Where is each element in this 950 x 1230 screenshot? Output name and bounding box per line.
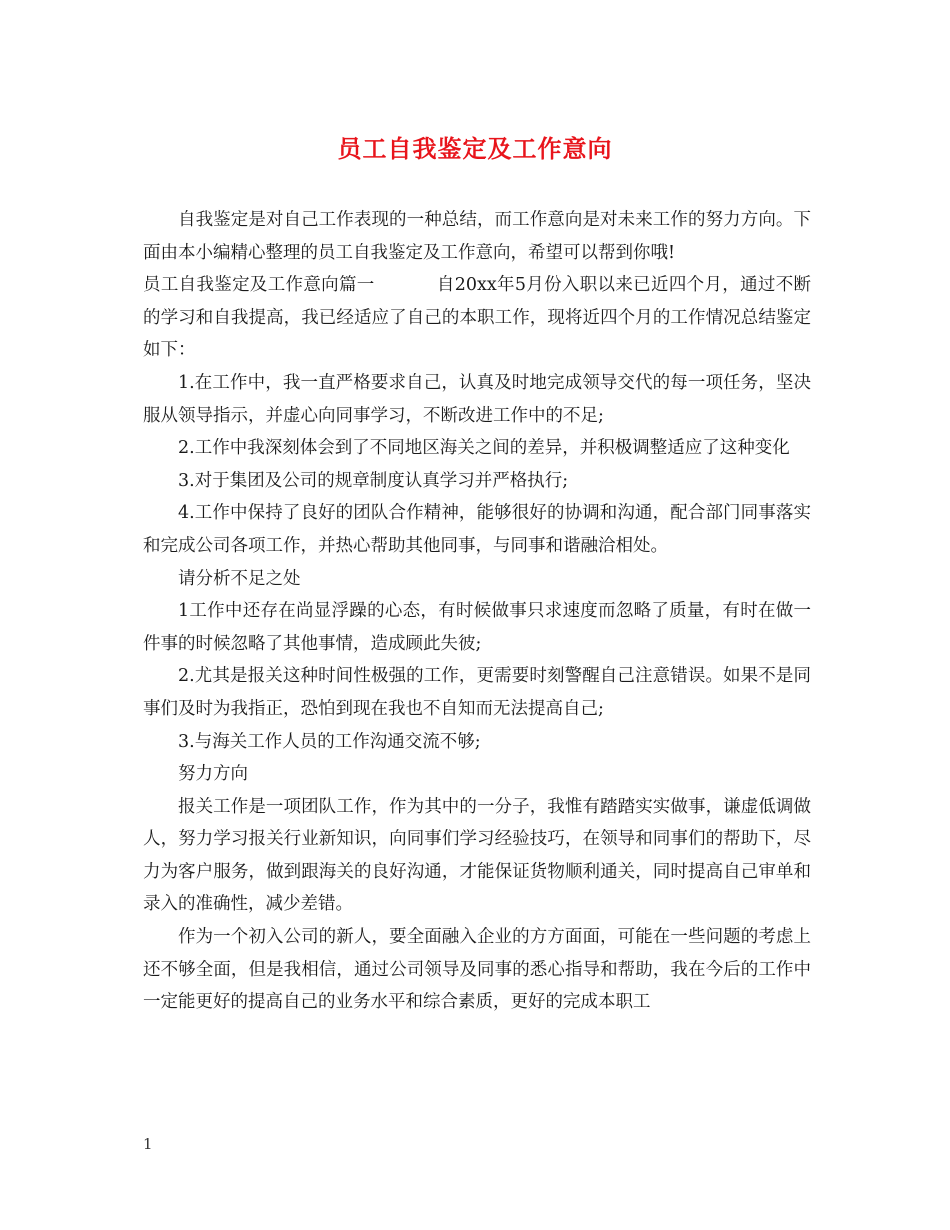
list-item: 1.在工作中，我一直严格要求自己，认真及时地完成领导交代的每一项任务，坚决服从领导指示，并虚心向同事学习，不断改进工作中的不足; [143,372,811,426]
document-body [143,204,811,1019]
direction-heading: 努力方向 [178,764,248,785]
page-title: 员工自我鉴定及工作意向 [337,134,613,163]
page-number: 1 [143,1135,153,1153]
section1-heading: 员工自我鉴定及工作意向篇一 [143,275,375,296]
intro-paragraph: 自我鉴定是对自己工作表现的一种总结，而工作意向是对未来工作的努力方向。下面由本小编精心整理的员工自我鉴定及工作意向，希望可以帮到你哦! [143,210,811,263]
shortfall-item: 3.与海关工作人员的工作沟通交流不够; [178,731,481,752]
shortfall-item: 1工作中还存在尚显浮躁的心态，有时候做事只求速度而忽略了质量，有时在做一件事的时候忽略了其他事情，造成顾此失彼; [143,601,811,654]
list-item: 4.工作中保持了良好的团队合作精神，能够很好的协调和沟通，配合部门同事落实和完成公司各项工作，并热心帮助其他同事，与同事和谐融洽相处。 [143,503,811,556]
direction-paragraph: 报关工作是一项团队工作，作为其中的一分子，我惟有踏踏实实做事，谦虚低调做人，努力学习报关行业新知识，向同事们学习经验技巧，在领导和同事们的帮助下，尽力为客户服务，做到跟海关的良好沟通，才能保证货物顺利通关，同时提高自己审单和录入的准确性，减少差错。 [143,796,811,915]
shortfalls-heading: 请分析不足之处 [178,568,301,589]
section1-paragraph [143,269,811,367]
section1-lead: 自20xx年5月份入职以来已近四个月，通过不断的学习和自我提高，我已经适应了自己的本职工作，现将近四个月的工作情况总结鉴定如下： [143,275,812,361]
shortfall-item: 2.尤其是报关这种时间性极强的工作，更需要时刻警醒自己注意错误。如果不是同事们及时为我指正，恐怕到现在我也不自知而无法提高自己; [143,666,811,719]
list-item: 3.对于集团及公司的规章制度认真学习并严格执行; [178,470,569,491]
list-item: 2.工作中我深刻体会到了不同地区海关之间的差异，并积极调整适应了这种变化 [178,438,790,459]
direction-paragraph: 作为一个初入公司的新人，要全面融入企业的方方面面，可能在一些问题的考虑上还不够全面，但是我相信，通过公司领导及同事的悉心指导和帮助，我在今后的工作中一定能更好的提高自己的业务水平和综合素质，更好的完成本职工 [143,927,811,1013]
